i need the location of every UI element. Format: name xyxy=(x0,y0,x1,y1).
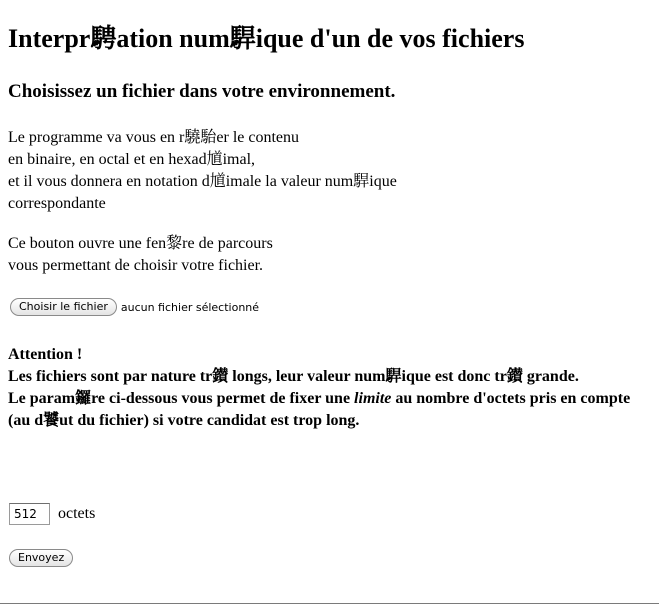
browse-note-line: Ce bouton ouvre une fen黎re de parcours xyxy=(8,235,273,252)
description-line: et il vous donnera en notation d馗imale la valeur num駻ique xyxy=(8,173,397,190)
warning-line-1: Les fichiers sont par nature tr鑚 longs, leur valeur num駻ique est donc tr鑚 grande. xyxy=(8,368,579,385)
description-paragraph xyxy=(8,127,397,215)
bottom-divider xyxy=(0,603,659,604)
submit-button[interactable]: Envoyez xyxy=(9,549,73,567)
warning-line-2-start: Le param鑼re ci-dessous vous permet de fixer une xyxy=(8,390,355,407)
octets-limit-row xyxy=(9,503,95,525)
warning-emphasis-limite: limite xyxy=(354,390,392,407)
file-status-text: aucun fichier sélectionné xyxy=(120,300,260,314)
description-line: en binaire, en octal et en hexad馗imal, xyxy=(8,151,256,168)
page-subtitle: Choisissez un fichier dans votre environnement. xyxy=(8,81,396,102)
warning-line-2 xyxy=(8,388,638,410)
warning-heading: Attention ! xyxy=(8,346,83,363)
octets-limit-input[interactable] xyxy=(9,503,50,525)
warning-line-3: (au d饕ut du fichier) si votre candidat est trop long. xyxy=(8,412,360,429)
submit-row xyxy=(9,548,73,567)
octets-unit-label: octets xyxy=(58,505,96,522)
choose-file-button[interactable]: Choisir le fichier xyxy=(10,298,117,316)
browse-note-line: vous permettant de choisir votre fichier. xyxy=(8,257,264,274)
description-line: Le programme va vous en r驍駘er le contenu xyxy=(8,129,300,146)
file-picker xyxy=(10,298,259,316)
warning-block xyxy=(8,344,638,432)
description-line: correspondante xyxy=(8,195,106,212)
warning-line-2-end: au nombre d'octets pris en compte xyxy=(391,390,631,407)
browse-note-paragraph xyxy=(8,233,273,277)
page-title: Interpr騁ation num駻ique d'un de vos fichiers xyxy=(8,24,525,53)
